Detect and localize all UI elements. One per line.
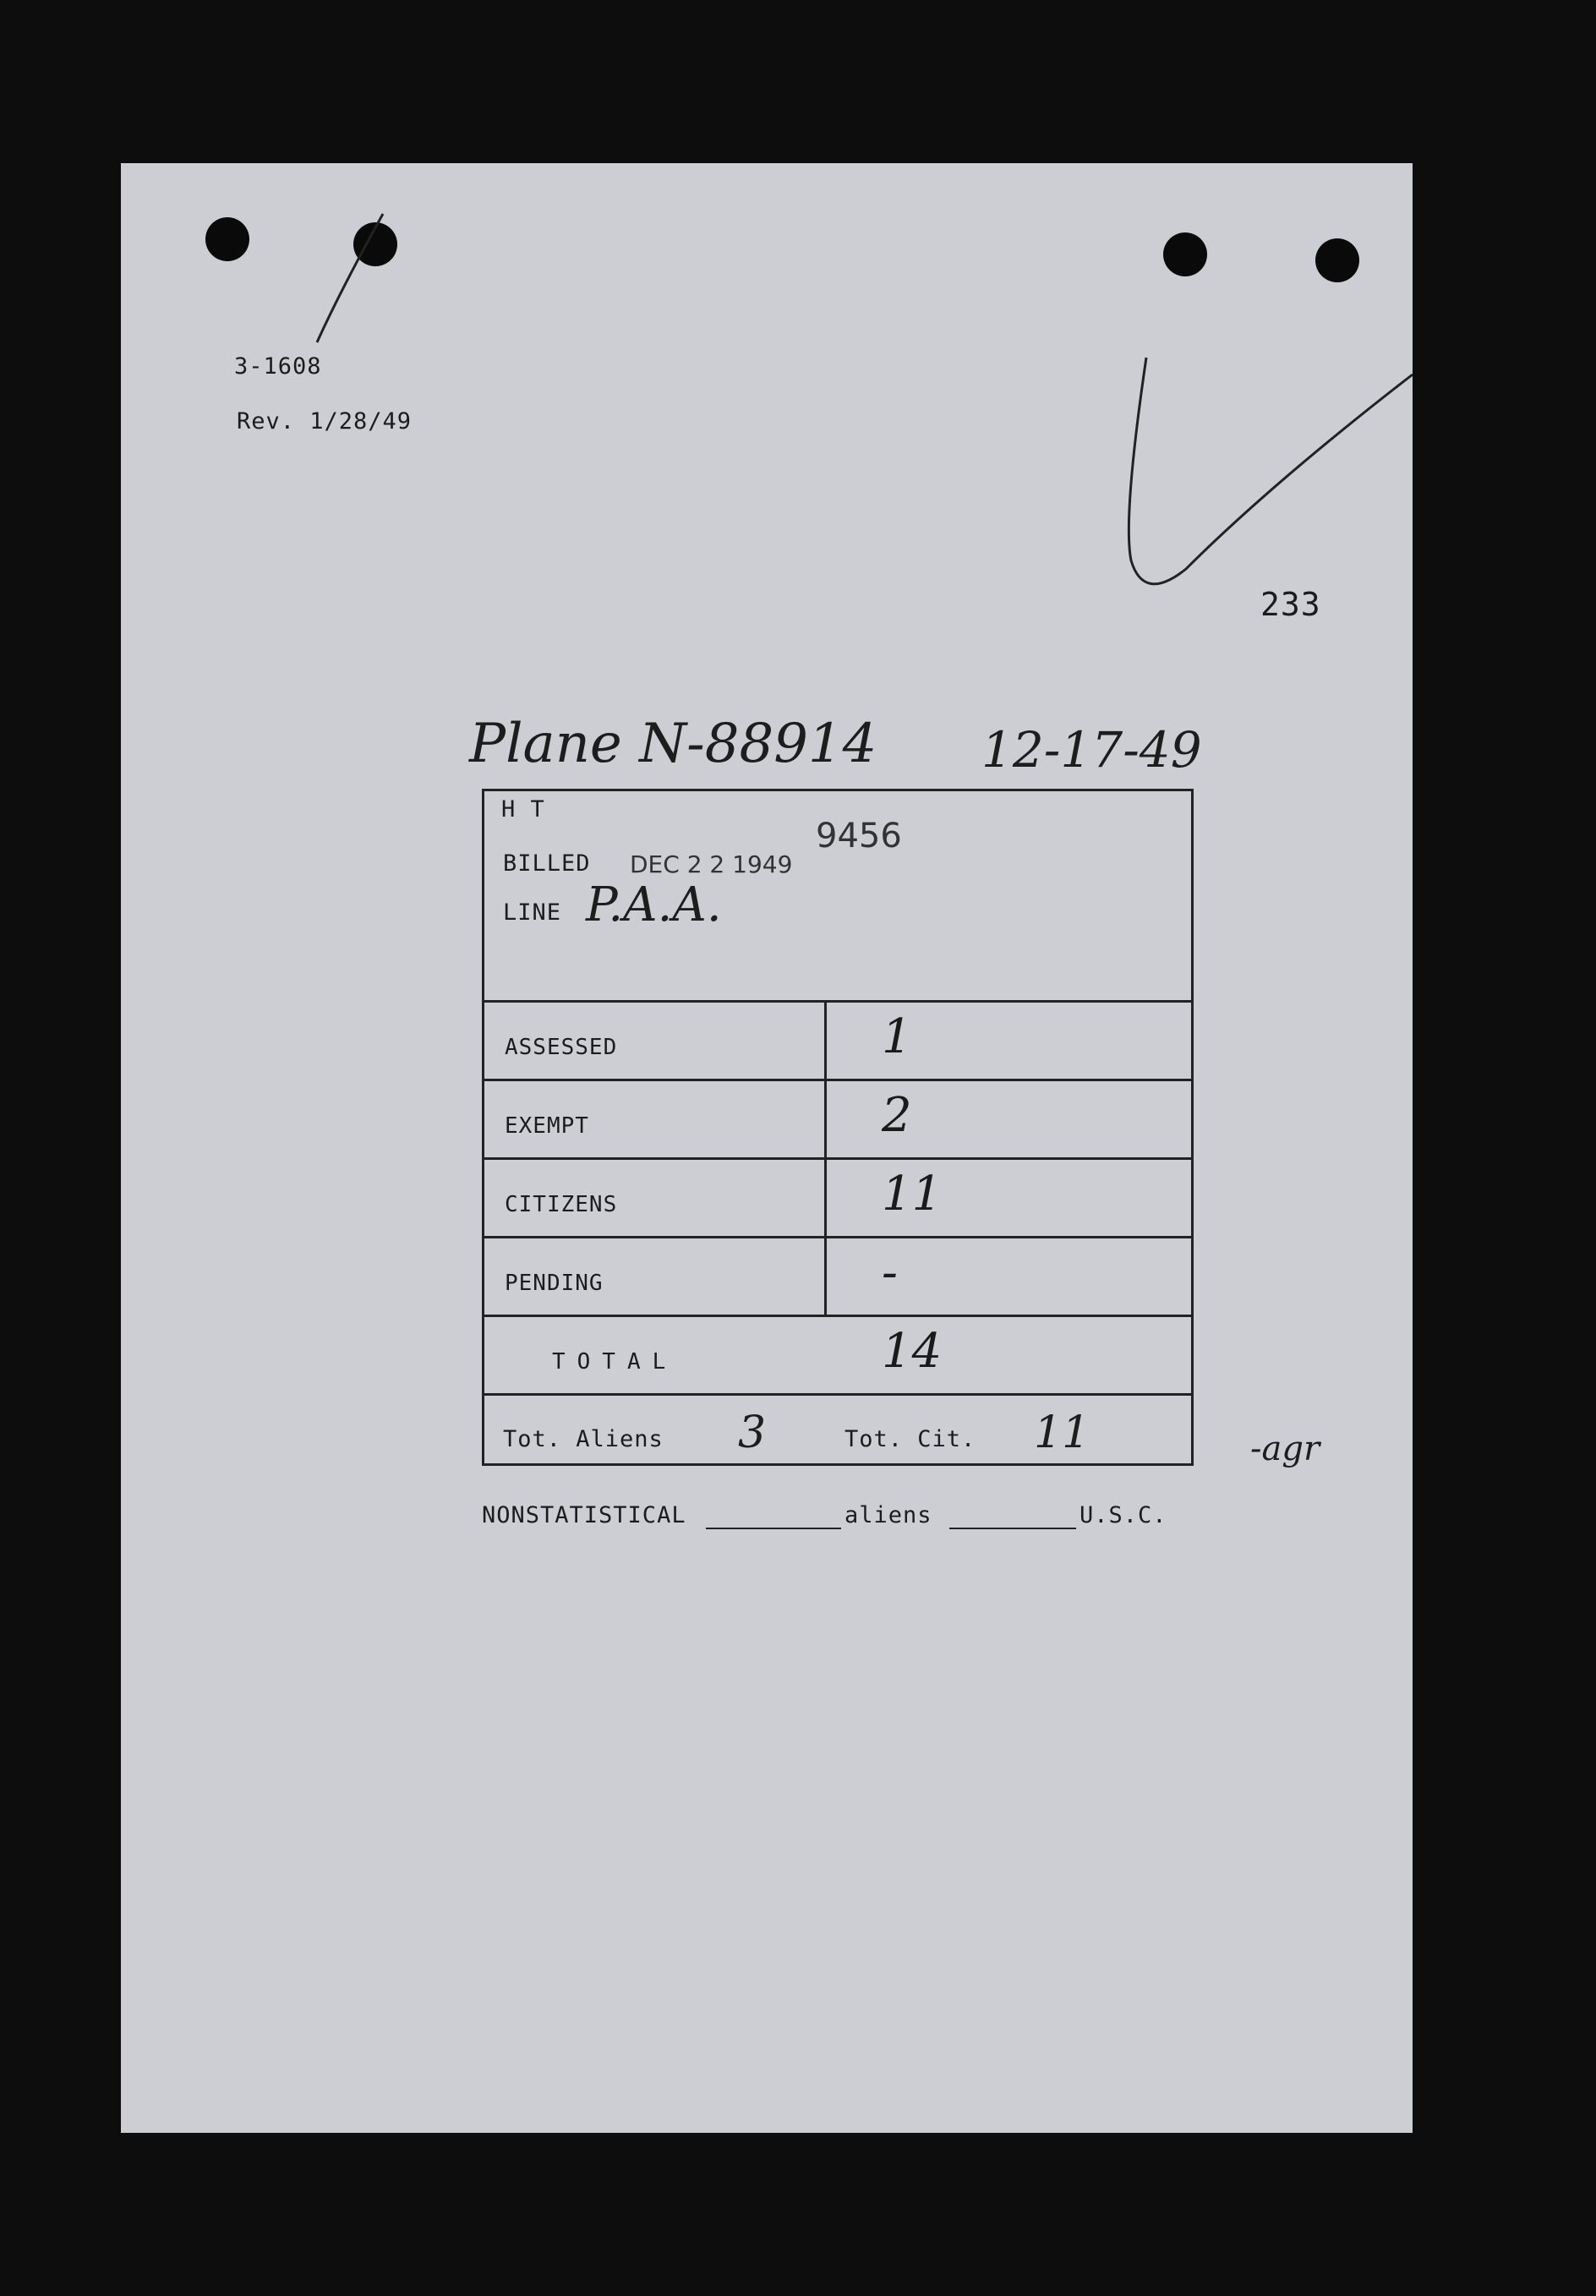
- billed-label: BILLED: [503, 850, 591, 877]
- aliens-blank: [949, 1528, 1076, 1529]
- row-value: -: [882, 1245, 898, 1300]
- header-code: H T: [501, 796, 545, 823]
- column-divider: [824, 1081, 827, 1157]
- total-value: 14: [882, 1324, 943, 1379]
- usc-label: U.S.C.: [1079, 1502, 1167, 1528]
- handwritten-plane: Plane N-88914: [469, 713, 877, 775]
- nonstatistical-blank: [706, 1528, 841, 1529]
- header-cell: [484, 791, 1191, 1003]
- column-divider: [824, 1238, 827, 1315]
- column-divider: [824, 1003, 827, 1079]
- form-number: 3-1608: [234, 353, 322, 380]
- row-value: 11: [882, 1167, 943, 1222]
- serial-stamp: 9456: [816, 817, 902, 856]
- row-label: ASSESSED: [505, 1035, 618, 1060]
- form-revision: Rev. 1/28/49: [237, 408, 413, 435]
- document-page: [121, 163, 1413, 2133]
- row-label: PENDING: [505, 1271, 604, 1296]
- nonstatistical-label: NONSTATISTICAL: [482, 1502, 686, 1528]
- margin-initials: -agr: [1250, 1430, 1320, 1468]
- row-citizens: [484, 1160, 1191, 1238]
- tot-cit-value: 11: [1034, 1408, 1090, 1458]
- row-value: 2: [882, 1088, 912, 1143]
- row-label: CITIZENS: [505, 1192, 618, 1217]
- row-assessed: [484, 1003, 1191, 1081]
- aliens-label: aliens: [844, 1502, 932, 1528]
- column-divider: [824, 1160, 827, 1236]
- row-exempt: [484, 1081, 1191, 1160]
- row-label: EXEMPT: [505, 1113, 589, 1139]
- row-value: 1: [882, 1009, 912, 1064]
- page-number: 233: [1260, 586, 1321, 623]
- handwritten-date: 12-17-49: [981, 721, 1202, 779]
- tot-aliens-label: Tot. Aliens: [503, 1426, 664, 1452]
- row-pending: [484, 1238, 1191, 1317]
- tot-aliens-value: 3: [738, 1408, 767, 1458]
- total-label: TOTAL: [552, 1349, 678, 1375]
- tally-table: [482, 789, 1194, 1466]
- row-total: [484, 1317, 1191, 1396]
- row-totals-summary: [484, 1396, 1191, 1463]
- tot-cit-label: Tot. Cit.: [844, 1426, 976, 1452]
- billed-date-stamp: DEC 2 2 1949: [630, 850, 793, 878]
- handwritten-line-value: P.A.A.: [586, 877, 722, 932]
- line-label: LINE: [503, 899, 562, 926]
